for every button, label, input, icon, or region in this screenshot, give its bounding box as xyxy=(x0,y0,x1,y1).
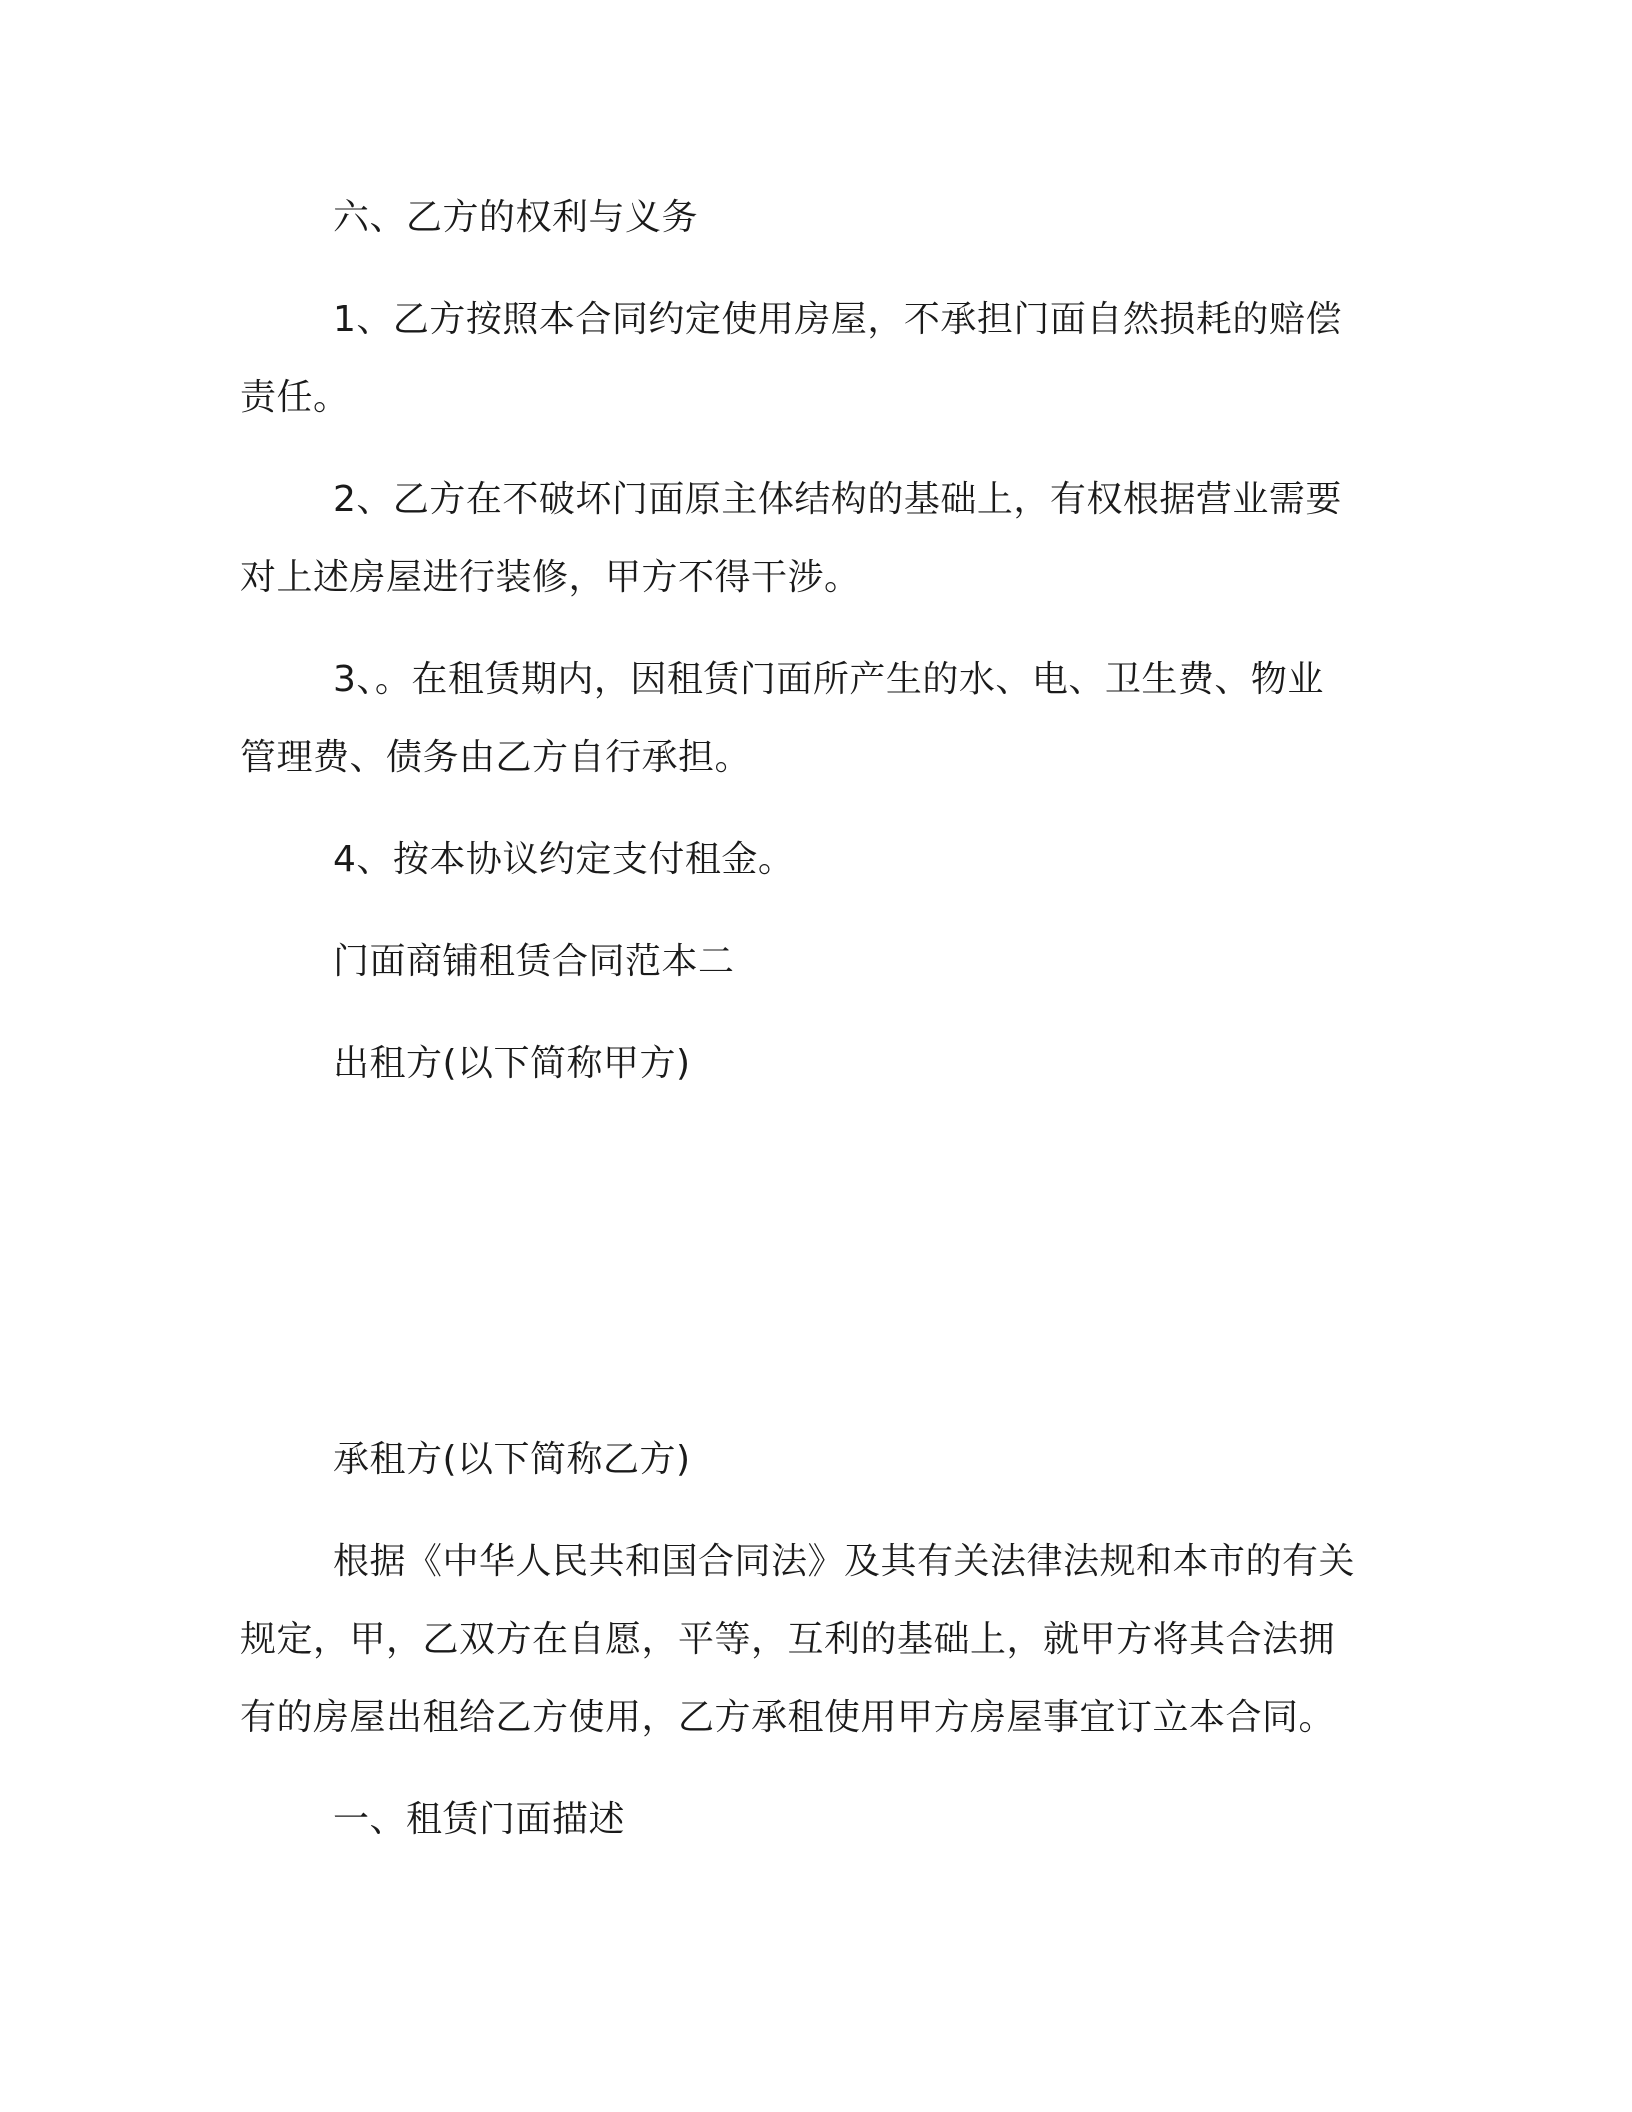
lessor-line: 出租方(以下简称甲方) xyxy=(333,1043,691,1084)
clause-2-line-2: 对上述房屋进行装修，甲方不得干涉。 xyxy=(240,557,861,598)
preamble-line-1: 根据《中华人民共和国合同法》及其有关法律法规和本市的有关 xyxy=(333,1541,1356,1582)
clause-3-line-1: 3、。在租赁期内，因租赁门面所产生的水、电、卫生费、物业 xyxy=(333,659,1324,700)
section-6-heading: 六、乙方的权利与义务 xyxy=(333,197,699,238)
preamble-line-3: 有的房屋出租给乙方使用，乙方承租使用甲方房屋事宜订立本合同。 xyxy=(240,1697,1336,1738)
clause-4: 4、按本协议约定支付租金。 xyxy=(333,839,795,880)
clause-2-line-1: 2、乙方在不破坏门面原主体结构的基础上，有权根据营业需要 xyxy=(333,479,1342,520)
clause-1-line-1: 1、乙方按照本合同约定使用房屋，不承担门面自然损耗的赔偿 xyxy=(333,299,1342,340)
clause-1-line-2: 责任。 xyxy=(240,377,350,418)
contract-2-title: 门面商铺租赁合同范本二 xyxy=(333,941,735,982)
clause-3-line-2: 管理费、债务由乙方自行承担。 xyxy=(240,737,752,778)
preamble-line-2: 规定，甲，乙双方在自愿，平等，互利的基础上，就甲方将其合法拥 xyxy=(240,1619,1336,1660)
lessee-line: 承租方(以下简称乙方) xyxy=(333,1439,691,1480)
section-1-heading: 一、租赁门面描述 xyxy=(333,1799,626,1840)
